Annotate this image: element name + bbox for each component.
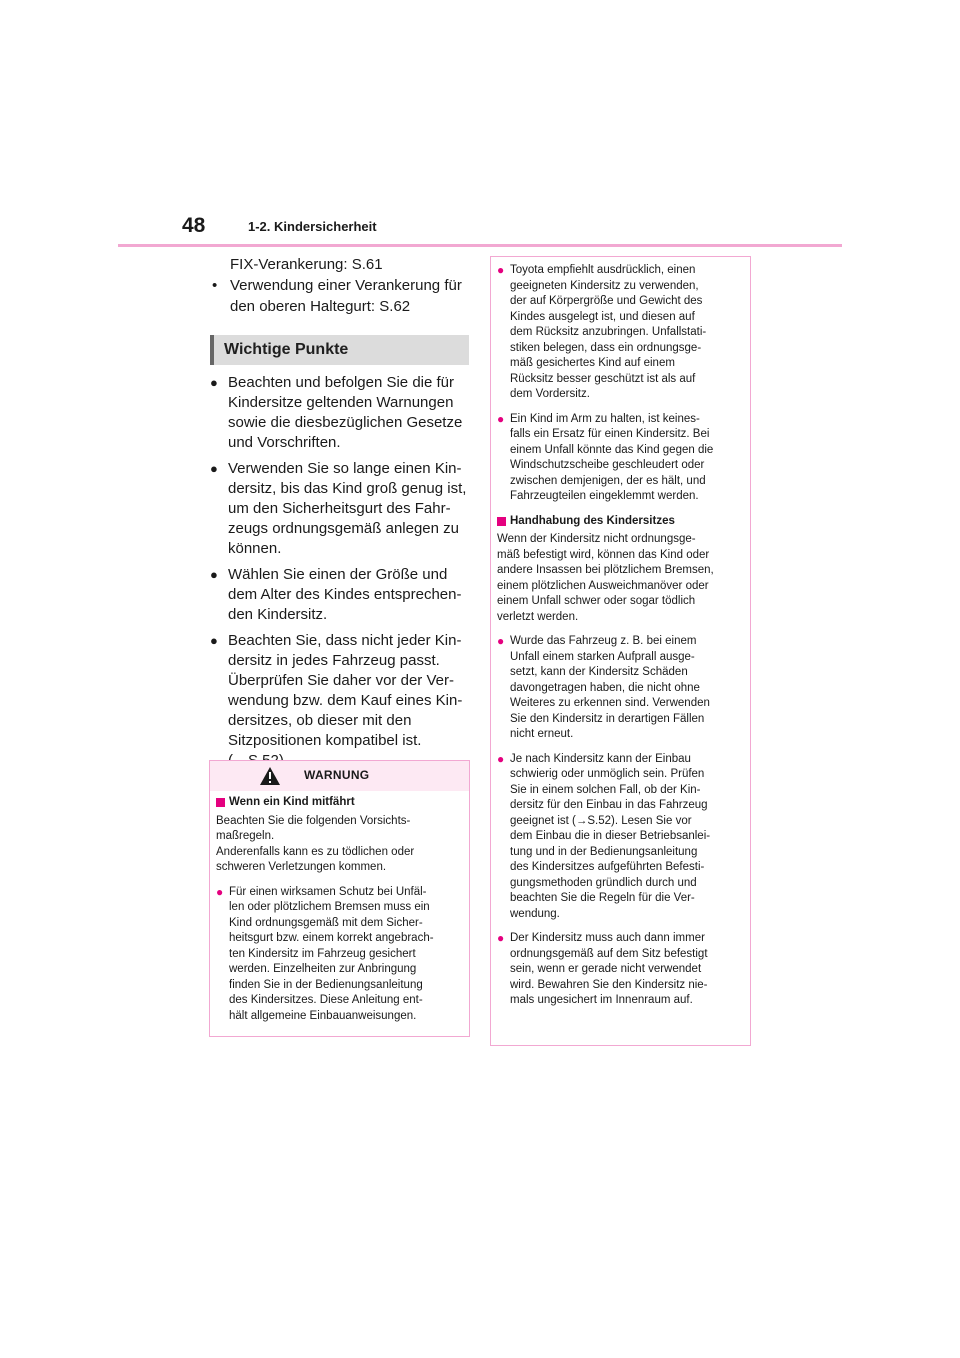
text-line: um den Sicherheitsgurt des Fahr- [228, 500, 451, 517]
handhabung-subheading [497, 514, 744, 530]
list-item [497, 752, 744, 923]
list-item [497, 263, 744, 403]
text-line: Beachten Sie die folgenden Vorsichts- [216, 814, 411, 827]
text-line: beachten Sie die Regeln für die Ver- [510, 892, 695, 904]
list-item [210, 275, 470, 296]
list-item [210, 459, 472, 559]
continuation-text [210, 254, 470, 317]
bullet: ● [210, 633, 218, 648]
text-line: Beachten Sie, dass nicht jeder Kin- [228, 632, 462, 649]
list-item [210, 565, 472, 625]
text-line: Kind ordnungsgemäß mit dem Sicher- [229, 916, 423, 929]
text-line: wendung bzw. dem Kauf eines Kin- [228, 692, 463, 709]
bullet: ● [497, 263, 505, 277]
text-line: dem Einbau die in dieser Betriebsanlei- [510, 830, 711, 842]
text-line: dem Rücksitz anzubringen. Unfallstati- [510, 326, 707, 338]
text-line: Sie in einem solchen Fall, ob der Kin- [510, 783, 701, 796]
bullet: ● [497, 931, 505, 945]
text-line: zeugs ordnungsgemäß anlegen zu [228, 520, 459, 537]
warning-triangle-icon [259, 766, 281, 786]
bullet: ● [216, 884, 224, 899]
text-line: davongetragen haben, die nicht ohne [510, 681, 700, 694]
bullet: ● [497, 751, 505, 766]
text-line: Wurde das Fahrzeug z. B. bei einem [510, 635, 697, 647]
text-line: geeignet ist (→S.52). Lesen Sie vor [510, 814, 692, 827]
text-line: Kindes ausgelegt ist, und diesen auf [510, 310, 695, 323]
text-line: Für einen wirksamen Schutz bei Unfäl- [229, 885, 427, 898]
text-line: maßregeln. [216, 830, 275, 842]
text-line: wird. Bewahren Sie den Kindersitz nie- [510, 978, 708, 991]
list-item [497, 634, 744, 743]
handhabung-subheading-text: Handhabung des Kindersitzes [510, 514, 675, 527]
text-line: andere Insassen bei plötzlichem Bremsen, [497, 564, 714, 576]
text-line: sowie die diesbezüglichen Gesetze [228, 414, 463, 431]
warning-body [210, 791, 469, 1024]
square-bullet-icon [216, 798, 225, 807]
text-line: Überprüfen Sie daher vor der Ver- [228, 672, 454, 689]
text-line: stiken belegen, dass ein ordnungsge- [510, 341, 702, 354]
text-line: zwischen demjenigen, der es hält, und [510, 474, 706, 487]
text-line: dem Vordersitz. [510, 388, 590, 400]
text-line: des Kindersitzes. Diese Anleitung ent- [229, 994, 423, 1006]
text-line: Rücksitz besser geschützt ist als auf [510, 372, 696, 385]
text-line: der auf Körpergröße und Gewicht des [510, 295, 703, 307]
continuation-line: FIX-Verankerung: S.61 [230, 256, 383, 273]
list-item-text: Verwendung einer Verankerung für [230, 277, 462, 294]
text-line: Verwenden Sie so lange einen Kin- [228, 460, 462, 477]
text-line: len oder plötzlichem Bremsen muss ein [229, 901, 430, 913]
text-line: ordnungsgemäß auf dem Sitz befestigt [510, 947, 708, 960]
text-line: mäß befestigt wird, können das Kind oder [497, 548, 710, 561]
bullet: ● [210, 461, 218, 476]
list-item [497, 412, 744, 505]
text-line: hält allgemeine Einbauanweisungen. [229, 1009, 417, 1022]
text-line: Je nach Kindersitz kann der Einbau [510, 752, 691, 765]
text-line: werden. Einzelheiten zur Anbringung [229, 963, 417, 975]
text-line: gungsmethoden gründlich durch und [510, 876, 697, 889]
text-line: einem Unfall schwer oder sogar tödlich [497, 595, 696, 607]
bullet: ● [210, 567, 218, 582]
text-line: schwierig oder unmöglich sein. Prüfen [510, 768, 705, 780]
text-line: Weiteres zu erkennen sind. Verwenden [510, 697, 710, 709]
page-number: 48 [182, 214, 206, 237]
text-line: einem Unfall könnte das Kind gegen die [510, 443, 714, 456]
section-title: 1-2. Kindersicherheit [248, 219, 377, 234]
header-rule [118, 244, 842, 247]
text-line: Wenn der Kindersitz nicht ordnungsge- [497, 533, 696, 545]
text-line: Unfall einem starken Aufprall ausge- [510, 650, 695, 663]
warning-continuation-box [490, 256, 751, 1046]
warning-subheading-text: Wenn ein Kind mitfährt [229, 796, 355, 808]
text-line: Ein Kind im Arm zu halten, ist keines- [510, 412, 700, 425]
text-line: finden Sie in der Bedienungsanleitung [229, 978, 423, 991]
text-line: Beachten und befolgen Sie die für [228, 374, 455, 391]
text-line: Der Kindersitz muss auch dann immer [510, 932, 705, 944]
text-line: Toyota empfiehlt ausdrücklich, einen [510, 264, 696, 276]
list-item [497, 931, 744, 1009]
text-line: den Kindersitz. [228, 606, 328, 623]
list-item [216, 885, 463, 1025]
handhabung-paragraph [497, 532, 744, 625]
text-line: Anderenfalls kann es zu tödlichen oder [216, 845, 415, 858]
warning-subheading [216, 795, 463, 811]
text-line: Sie den Kindersitz in derartigen Fällen [510, 712, 705, 725]
wichtige-punkte-heading: Wichtige Punkte [210, 335, 469, 365]
text-line: und Vorschriften. [228, 434, 341, 451]
text-line: Wählen Sie einen der Größe und [228, 566, 448, 583]
list-item [210, 631, 472, 771]
text-line: ten Kindersitz im Fahrzeug gesichert [229, 947, 416, 960]
text-line: Kindersitze geltenden Warnungen [228, 394, 454, 411]
text-line: einem plötzlichen Ausweichmanöver oder [497, 579, 709, 592]
text-line: setzt, kann der Kindersitz Schäden [510, 666, 688, 678]
warning-header [210, 761, 469, 791]
text-line: des Kindersitzes aufgeführten Befesti- [510, 861, 705, 873]
text-line: verletzt werden. [497, 610, 579, 623]
text-line: mäß gesichertes Kind auf einem [510, 357, 675, 369]
list-item [210, 373, 472, 453]
text-line: mals ungesichert im Innenraum auf. [510, 994, 693, 1006]
text-line: dersitz, bis das Kind groß genug ist, [228, 480, 467, 497]
warning-intro [216, 814, 463, 876]
warning-box [209, 760, 470, 1037]
text-line: tung und in der Bedienungsanleitung [510, 845, 698, 858]
text-line: dersitz für den Einbau in das Fahrzeug [510, 799, 708, 811]
text-line: Windschutzscheibe geschleudert oder [510, 459, 705, 471]
text-line: wendung. [510, 907, 560, 920]
bullet: ● [497, 411, 505, 426]
text-line: nicht erneut. [510, 728, 574, 740]
warning-title: WARNUNG [304, 768, 370, 782]
text-line: falls ein Ersatz für einen Kindersitz. Bei [510, 428, 710, 440]
text-line: geeigneten Kindersitz zu verwenden, [510, 279, 699, 292]
bullet: • [212, 277, 218, 294]
text-line: können. [228, 540, 282, 557]
text-line: Sitzpositionen kompatibel ist. [228, 732, 422, 749]
text-line: heitsgurt bzw. einem korrekt angebrach- [229, 932, 434, 944]
bullet: ● [210, 375, 218, 390]
bullet: ● [497, 634, 505, 648]
continuation-line: den oberen Haltegurt: S.62 [230, 298, 411, 315]
text-line: dersitzes, ob dieser mit den [228, 712, 412, 729]
square-bullet-icon [497, 517, 506, 526]
text-line: dem Alter des Kindes entsprechen- [228, 586, 462, 603]
text-line: schweren Verletzungen kommen. [216, 861, 387, 873]
text-line: sein, wenn er gerade nicht verwendet [510, 963, 702, 975]
text-line: dersitz in jedes Fahrzeug passt. [228, 652, 440, 669]
wichtige-punkte-list [210, 373, 472, 777]
text-line: Fahrzeugteilen eingeklemmt werden. [510, 490, 699, 502]
